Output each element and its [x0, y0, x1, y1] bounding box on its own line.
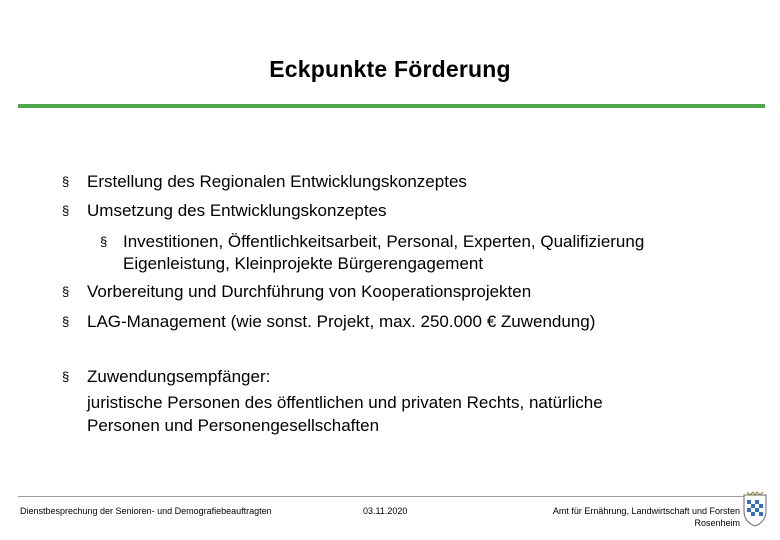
bullet-marker: § [62, 203, 70, 218]
bullet-marker: § [62, 284, 70, 299]
bullet-text-line1: Zuwendungsempfänger: [87, 367, 271, 386]
slide-title: Eckpunkte Förderung [269, 56, 511, 82]
footer-date: 03.11.2020 [363, 506, 408, 516]
sub-bullet-text-line1: Investitionen, Öffentlichkeitsarbeit, Personal, Experten, Qualifizierung [123, 232, 645, 251]
bullet-marker: § [62, 174, 70, 189]
footer-office-line2: Rosenheim [694, 518, 740, 528]
footer-office [553, 505, 740, 529]
footer-event: Dienstbesprechung der Senioren- und Demografiebeauftragten [20, 506, 272, 516]
bullet-marker: § [62, 369, 70, 384]
bullet-text-line2: juristische Personen des öffentlichen und privaten Rechts, natürliche [87, 393, 603, 412]
sub-bullet-marker: § [100, 234, 108, 249]
bullet-text: Umsetzung des Entwicklungskonzeptes [87, 201, 387, 220]
bullet-text: Vorbereitung und Durchführung von Kooperationsprojekten [87, 282, 532, 301]
footer-office-line1: Amt für Ernährung, Landwirtschaft und Forsten [552, 506, 740, 516]
bullet-text: LAG-Management (wie sonst. Projekt, max. 250.000 € Zuwendung) [87, 312, 596, 331]
bullet-text: Erstellung des Regionalen Entwicklungskonzeptes [87, 172, 467, 191]
title-divider [18, 104, 765, 108]
sub-bullet-text-line2: Eigenleistung, Kleinprojekte Bürgerengagement [123, 254, 484, 273]
footer-divider [18, 496, 765, 497]
bavarian-crest-icon [741, 491, 769, 527]
bullet-text-line3: Personen und Personengesellschaften [87, 416, 380, 435]
bullet-marker: § [62, 314, 70, 329]
